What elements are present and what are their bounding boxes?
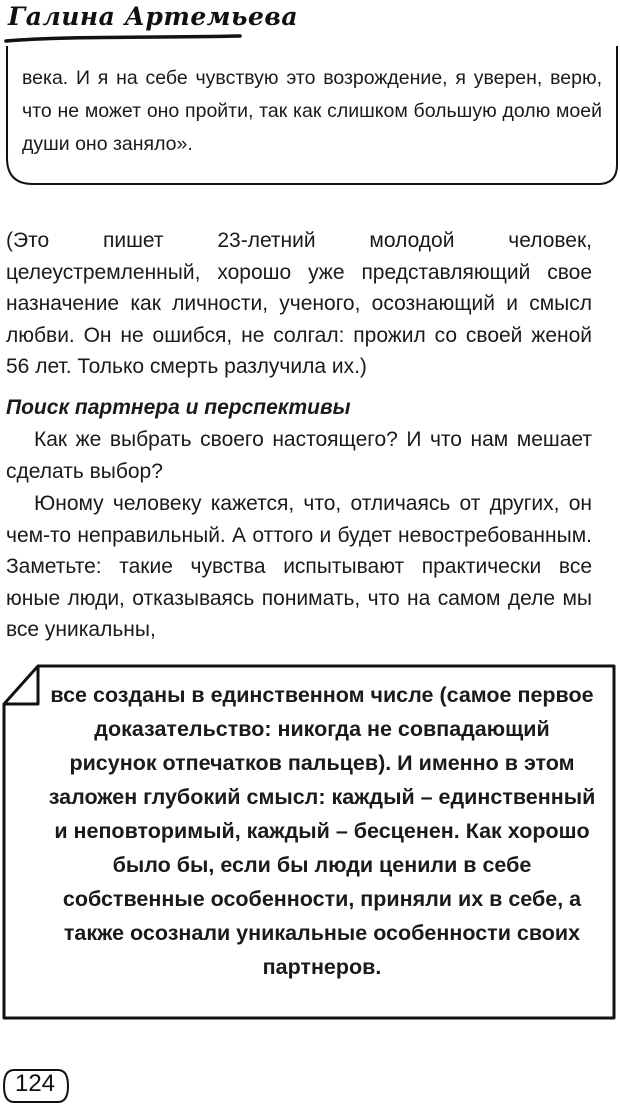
paragraph-3: Юному человеку кажется, что, отличаясь от других, он чем-то неправильный. А оттого и будет невостребованным. Заметьте: такие чувства испытывают практически все юные люди, отказываясь понимать, что на самом деле мы все уникальны,	[6, 492, 592, 641]
paragraph-2: Как же выбрать своего настоящего? И что нам мешает сделать выбор?	[6, 428, 592, 483]
paragraph-1: (Это пишет 23-летний молодой человек, целеустремленный, хорошо уже представляющий свое назначение как личности, ученого, осознающий и смысл любви. Он не ошибся, не солгал: прожил со своей женой 56 лет. Только смерть разлучила их.)	[6, 229, 592, 378]
page-number: 124	[14, 1070, 56, 1097]
quote-text: века. И я на себе чувствую это возрождение, я уверен, верю, что не может оно пройти, так как слишком большую долю моей души оно заняло».	[22, 67, 602, 155]
highlight-callout	[2, 664, 616, 1020]
section-heading: Поиск партнера и перспективы	[6, 396, 351, 419]
running-header	[4, 2, 304, 52]
quote-box	[6, 46, 618, 186]
page-number-badge	[0, 1066, 72, 1106]
callout-text: все созданы в единственном числе (самое первое доказательство: никогда не совпадающий рисунок отпечатков пальцев). И именно в этом заложен глубокий смысл: каждый – единственный и неповторимый, каждый – бесценен. Как хорошо было бы, если бы люди ценили в себе собственные особенности, приняли их в себе, а также осознали уникальные особенности своих партнеров.	[48, 683, 596, 979]
author-name: Галина Артемьева	[8, 2, 299, 31]
